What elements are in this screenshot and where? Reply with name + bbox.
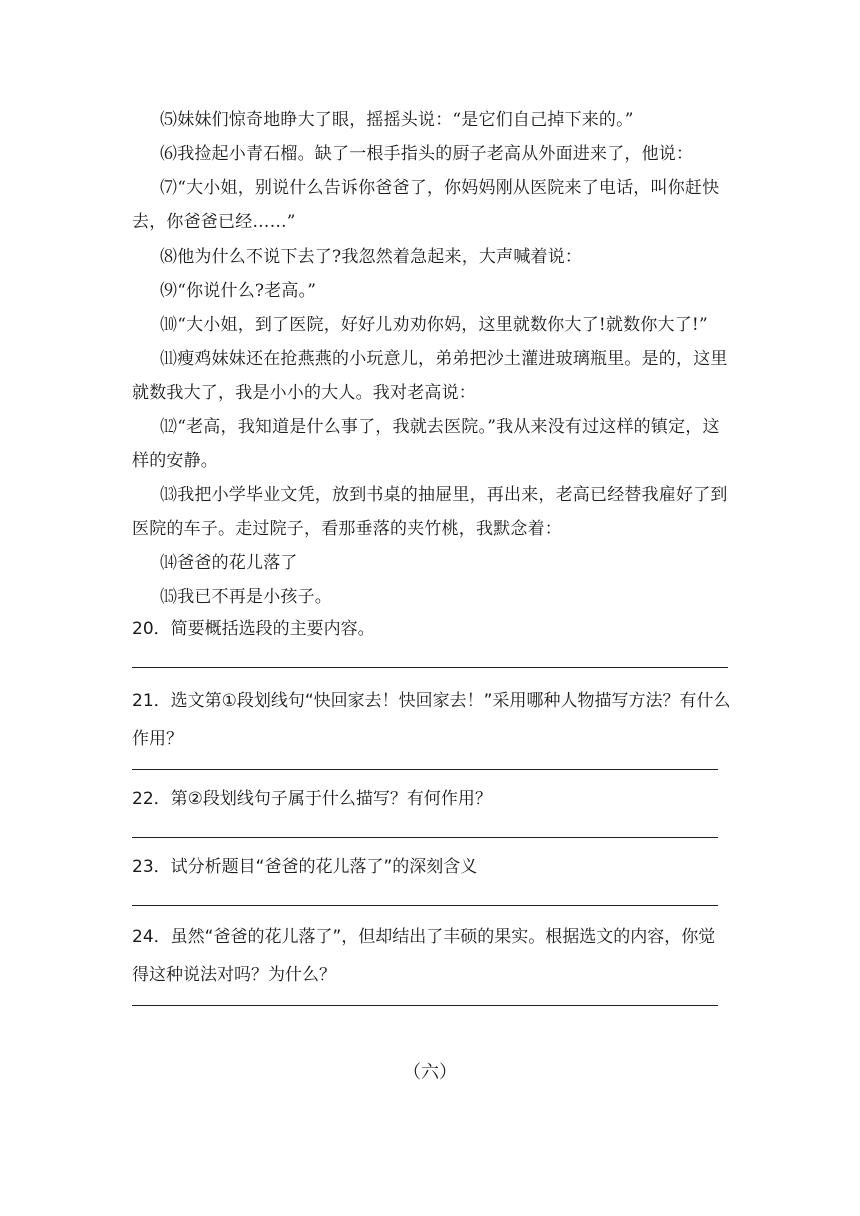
paragraph-10: ⑽“大小姐，到了医院，好好儿劝劝你妈，这里就数你大了!就数你大了!” [160, 315, 708, 335]
paragraph-13: ⒀我把小学毕业文凭，放到书桌的抽屉里，再出来，老高已经替我雇好了到医院的车子。走过院子，看那垂落的夹竹桃，我默念着： [132, 485, 728, 539]
question-22: 22．第②段划线句子属于什么描写？有何作用？ [132, 789, 492, 809]
paragraph-14: ⒁爸爸的花儿落了 [160, 553, 298, 573]
paragraph-5: ⑸妹妹们惊奇地睁大了眼，摇摇头说：“是它们自己掉下来的。” [160, 110, 634, 130]
question-21: 21．选文第①段划线句“快回家去！快回家去！”采用哪种人物描写方法？有什么作用？ [132, 691, 731, 749]
answer-line-20[interactable] [132, 667, 728, 668]
paragraph-12: ⑿“老高，我知道是什么事了，我就去医院。”我从来没有过这样的镇定，这样的安静。 [132, 417, 720, 471]
answer-line-21[interactable] [132, 769, 718, 770]
section-heading: （六） [403, 1062, 457, 1083]
paragraph-7: ⑺“大小姐，别说什么告诉你爸爸了，你妈妈刚从医院来了电话，叫你赶快去，你爸爸已经……” [132, 178, 720, 232]
answer-line-24[interactable] [132, 1005, 718, 1006]
paragraph-8: ⑻他为什么不说下去了?我忽然着急起来，大声喊着说： [160, 247, 583, 267]
answer-line-23[interactable] [132, 905, 718, 906]
paragraph-15: ⒂我已不再是小孩子。 [160, 587, 332, 607]
paragraph-9: ⑼“你说什么?老高。” [160, 281, 317, 301]
question-23: 23．试分析题目“爸爸的花儿落了”的深刻含义 [132, 857, 478, 877]
question-20: 20．简要概括选段的主要内容。 [132, 619, 375, 639]
paragraph-11: ⑾瘦鸡妹妹还在抢燕燕的小玩意儿，弟弟把沙土灌进玻璃瓶里。是的，这里就数我大了，我是小小的大人。我对老高说： [132, 349, 728, 403]
question-24: 24．虽然“爸爸的花儿落了”，但却结出了丰硕的果实。根据选文的内容，你觉得这种说法对吗？为什么？ [132, 927, 716, 985]
answer-line-22[interactable] [132, 837, 718, 838]
paragraph-6: ⑹我捡起小青石榴。缺了一根手指头的厨子老高从外面进来了，他说： [160, 144, 694, 164]
